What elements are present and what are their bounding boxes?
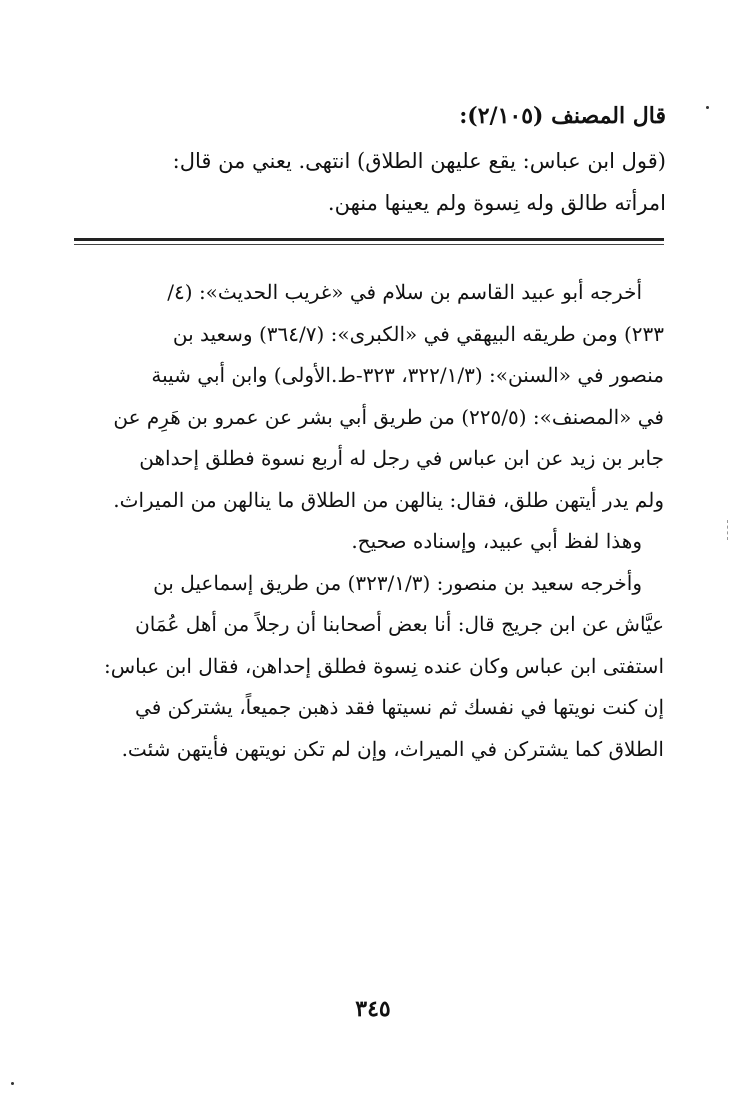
footnote-line: ٢٣٣) ومن طريقه البيهقي في «الكبرى»: (٣٦٤/٧) وسعيد بن	[172, 321, 664, 346]
page-number: ٣٤٥	[355, 996, 391, 1022]
quote-line: (قول ابن عباس: يقع عليهن الطلاق) انتهى. يعني من قال:	[172, 149, 666, 173]
footnote-line: إن كنت نويتها في نفسك ثم نسيتها فقد ذهبن جميعاً، يشتركن في	[135, 695, 664, 719]
heading-text: قال المصنف (٢/١٠٥):	[459, 103, 666, 129]
footnote-line: وأخرجه سعيد بن منصور: (٣٢٣/١/٣) من طريق إسماعيل بن	[153, 570, 642, 595]
footnote-divider-thick	[74, 238, 664, 241]
footnote-line: وهذا لفظ أبي عبيد، وإسناده صحيح.	[351, 529, 642, 553]
scan-margin-mark	[727, 520, 734, 540]
footnote-line: منصور في «السنن»: (٣٢٢/١/٣، ٣٢٣-ط.الأولى) وابن أبي شيبة	[151, 363, 664, 387]
footnote-divider-thin	[74, 244, 664, 245]
scan-speck	[11, 1082, 14, 1085]
footnote-line: أخرجه أبو عبيد القاسم بن سلام في «غريب الحديث»: (٤/	[167, 280, 642, 304]
footnote-line: في «المصنف»: (٢٢٥/٥) من طريق أبي بشر عن عمرو بن هَرِم عن	[113, 404, 664, 429]
footnote-section	[68, 272, 664, 770]
footnote-line: عيَّاش عن ابن جريج قال: أنا بعض أصحابنا أن رجلاً من أهل عُمَان	[135, 612, 664, 636]
scan-speck	[706, 106, 709, 109]
section-heading	[66, 96, 666, 136]
footnote-line: جابر بن زيد عن ابن عباس في رجل له أربع نسوة فطلق إحداهن	[139, 446, 664, 470]
footnote-line: الطلاق كما يشتركن في الميراث، وإن لم تكن نويتهن فأيتهن شئت.	[121, 736, 664, 761]
footnote-line: ولم يدر أيتهن طلق، فقال: ينالهن من الطلاق ما ينالهن من الميراث.	[113, 487, 664, 512]
quote-line: امرأته طالق وله نِسوة ولم يعينها منهن.	[327, 191, 666, 215]
quoted-text	[66, 140, 666, 224]
footnote-line: استفتى ابن عباس وكان عنده نِسوة فطلق إحداهن، فقال ابن عباس:	[103, 653, 664, 678]
